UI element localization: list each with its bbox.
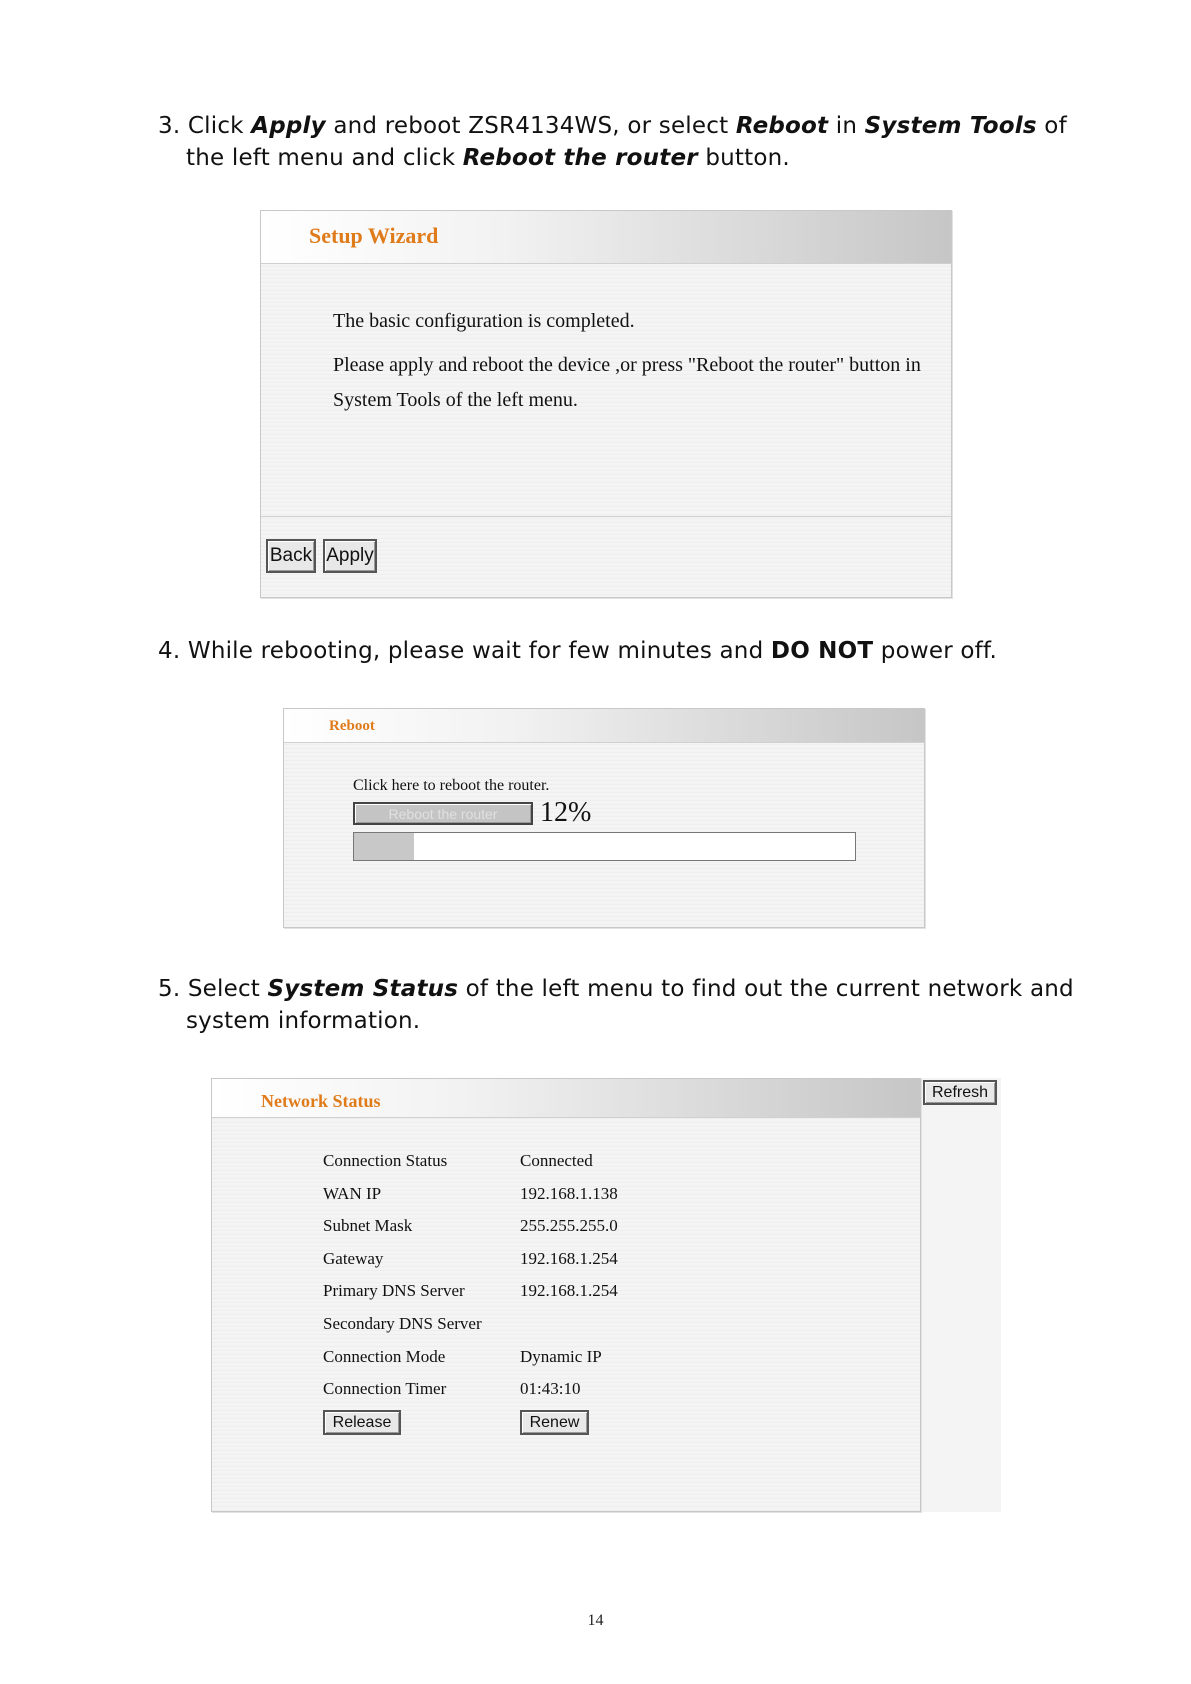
progress-fill	[354, 833, 414, 860]
reboot-router-button[interactable]: Reboot the router	[353, 802, 533, 825]
reboot-header	[284, 709, 924, 743]
status-label: Primary DNS Server	[323, 1281, 465, 1301]
progress-percent: 12%	[540, 797, 592, 828]
setup-wizard-panel	[260, 210, 952, 598]
setup-wizard-line-2: Please apply and reboot the device ,or press "Reboot the router" button in	[333, 354, 921, 376]
reboot-panel	[283, 708, 925, 928]
apply-button[interactable]: Apply	[323, 539, 377, 573]
status-value: 192.168.1.138	[520, 1183, 618, 1203]
status-label: Secondary DNS Server	[323, 1314, 482, 1333]
status-label: Connection Timer	[323, 1379, 447, 1399]
system-tools-emphasis: System Tools	[864, 113, 1037, 139]
refresh-button[interactable]: Refresh	[923, 1080, 997, 1105]
step-3-text: 3. Click Apply and reboot ZSR4134WS, or select Reboot in System Tools of the left menu and click Reboot the router button.	[158, 113, 1067, 171]
setup-wizard-line-1: The basic configuration is completed.	[333, 310, 635, 332]
status-label: Subnet Mask	[323, 1216, 413, 1236]
status-label: WAN IP	[323, 1183, 382, 1203]
do-not-emphasis: DO NOT	[770, 638, 874, 664]
reboot-router-emphasis: Reboot the router	[462, 145, 698, 171]
network-status-header	[212, 1079, 920, 1118]
back-button[interactable]: Back	[266, 539, 316, 573]
step-4-text: 4. While rebooting, please wait for few minutes and DO NOT power off.	[158, 638, 998, 664]
status-value: 01:43:10	[520, 1379, 581, 1399]
step-5-text: 5. Select System Status of the left menu to find out the current network and system information.	[158, 976, 1074, 1034]
divider	[261, 516, 951, 517]
page-number: 14	[587, 1612, 604, 1629]
status-value: Dynamic IP	[520, 1346, 602, 1366]
setup-wizard-line-3: System Tools of the left menu.	[333, 389, 578, 411]
status-label: Connection Mode	[323, 1346, 446, 1366]
reboot-title: Reboot	[329, 718, 375, 734]
reboot-instruction: Click here to reboot the router.	[353, 777, 550, 794]
status-value: 192.168.1.254	[520, 1281, 618, 1301]
status-label: Gateway	[323, 1248, 384, 1268]
status-value: 255.255.255.0	[520, 1216, 618, 1236]
network-status-title: Network Status	[261, 1091, 381, 1111]
renew-button[interactable]: Renew	[520, 1410, 589, 1435]
system-status-emphasis: System Status	[267, 976, 459, 1002]
status-label: Connection Status	[323, 1151, 448, 1170]
status-value: 192.168.1.254	[520, 1248, 618, 1268]
status-value: Connected	[520, 1151, 593, 1170]
network-status-screenshot	[211, 1078, 1001, 1512]
progress-bar	[353, 832, 856, 861]
apply-emphasis: Apply	[251, 113, 326, 139]
setup-wizard-header	[261, 211, 951, 264]
setup-wizard-title: Setup Wizard	[309, 223, 439, 248]
release-button[interactable]: Release	[323, 1410, 401, 1435]
reboot-emphasis: Reboot	[735, 113, 829, 139]
network-status-panel	[211, 1078, 921, 1512]
